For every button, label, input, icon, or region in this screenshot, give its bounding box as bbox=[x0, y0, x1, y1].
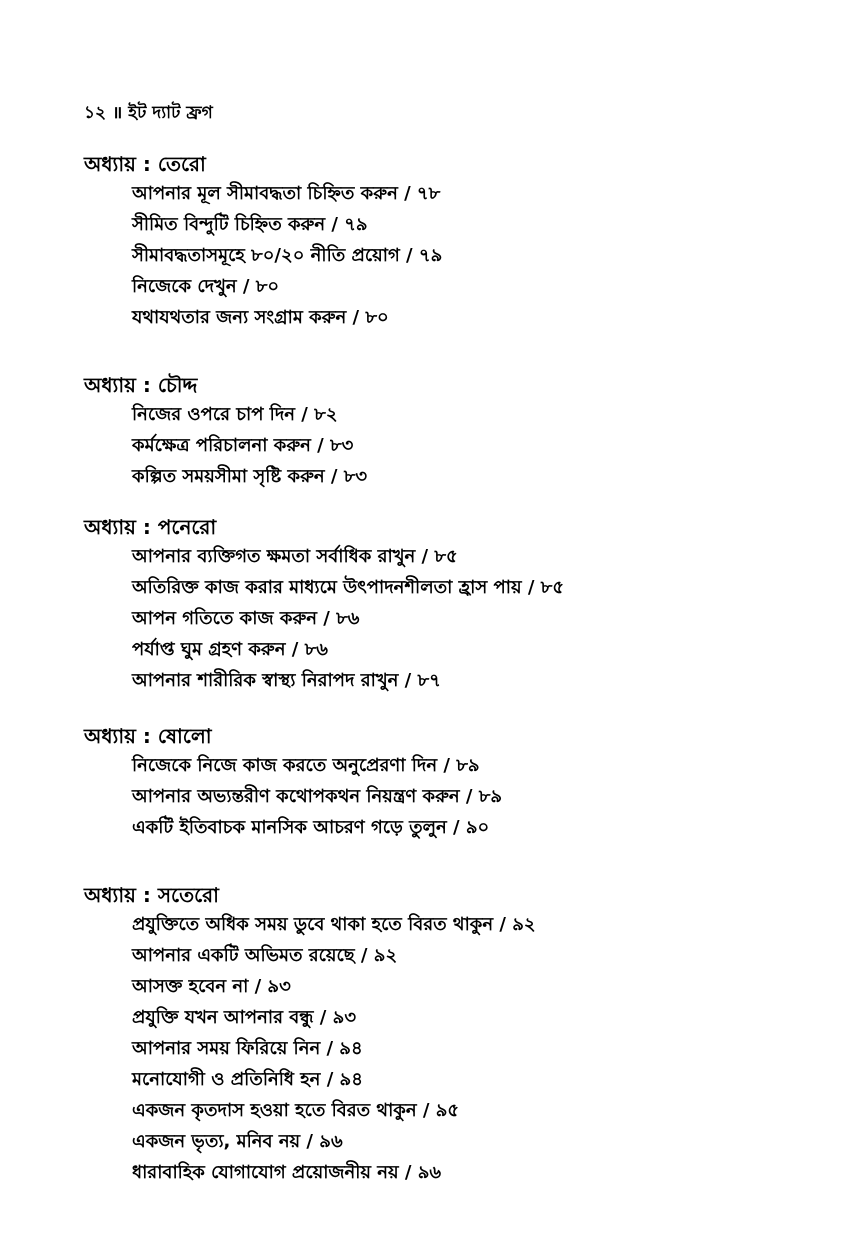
chapter-title: অধ্যায় : সতেরো bbox=[84, 883, 219, 907]
chapter-fifteen bbox=[84, 513, 844, 696]
chapter-seventeen bbox=[84, 881, 844, 1188]
toc-entry: একজন ভৃত্য, মনিব নয় / ৯৬ bbox=[132, 1131, 343, 1152]
toc-entry: নিজের ওপরে চাপ দিন / ৮২ bbox=[132, 404, 338, 425]
toc-entry: নিজেকে নিজে কাজ করতে অনুপ্রেরণা দিন / ৮৯ bbox=[132, 755, 480, 776]
chapter-title: অধ্যায় : তেরো bbox=[84, 152, 206, 176]
chapter-title: অধ্যায় : চৌদ্দ bbox=[84, 373, 198, 397]
chapter-entries bbox=[84, 750, 844, 843]
chapter-title: অধ্যায় : ষোলো bbox=[84, 724, 212, 748]
chapter-fourteen bbox=[84, 371, 844, 492]
toc-entry: সীমাবদ্ধতাসমূহে ৮০/২০ নীতি প্রয়োগ / ৭৯ bbox=[132, 245, 443, 266]
toc-entry: আপন গতিতে কাজ করুন / ৮৬ bbox=[132, 608, 360, 629]
toc-entry: আসক্ত হবেন না / ৯৩ bbox=[132, 976, 291, 997]
chapter-sixteen bbox=[84, 722, 844, 843]
chapter-thirteen bbox=[84, 150, 844, 333]
toc-entry: আপনার শারীরিক স্বাস্থ্য নিরাপদ রাখুন / ৮৭ bbox=[132, 670, 441, 691]
running-header bbox=[84, 100, 213, 128]
toc-entry: একজন কৃতদাস হওয়া হতে বিরত থাকুন / ৯৫ bbox=[132, 1100, 460, 1121]
toc-entry: প্রযুক্তিতে অধিক সময় ডুবে থাকা হতে বিরত থাকুন / ৯২ bbox=[132, 914, 536, 935]
toc-entry: অতিরিক্ত কাজ করার মাধ্যমে উৎপাদনশীলতা হ্রাস পায় / ৮৫ bbox=[132, 577, 565, 598]
book-title: ইট দ্যাট ফ্রগ bbox=[128, 103, 213, 123]
toc-entry: পর্যাপ্ত ঘুম গ্রহণ করুন / ৮৬ bbox=[132, 639, 328, 660]
toc-entry: সীমিত বিন্দুটি চিহ্নিত করুন / ৭৯ bbox=[132, 214, 368, 235]
toc-entry: নিজেকে দেখুন / ৮০ bbox=[132, 276, 280, 297]
toc-entry: আপনার সময় ফিরিয়ে নিন / ৯৪ bbox=[132, 1038, 363, 1059]
toc-entry: কল্পিত সময়সীমা সৃষ্টি করুন / ৮৩ bbox=[132, 466, 368, 487]
toc-entry: কর্মক্ষেত্র পরিচালনা করুন / ৮৩ bbox=[132, 435, 354, 456]
chapter-entries bbox=[84, 399, 844, 492]
toc-entry: মনোযোগী ও প্রতিনিধি হন / ৯৪ bbox=[132, 1069, 363, 1090]
toc-entry: যথাযথতার জন্য সংগ্রাম করুন / ৮০ bbox=[132, 307, 389, 328]
page-number: ১২ bbox=[84, 103, 107, 123]
toc-entry: আপনার মূল সীমাবদ্ধতা চিহ্নিত করুন / ৭৮ bbox=[132, 183, 441, 204]
toc-entry: আপনার অভ্যন্তরীণ কথোপকথন নিয়ন্ত্রণ করুন / ৮৯ bbox=[132, 786, 503, 807]
toc-entry: প্রযুক্তি যখন আপনার বন্ধু / ৯৩ bbox=[132, 1007, 357, 1028]
chapter-entries bbox=[84, 541, 844, 696]
header-separator: ॥ bbox=[112, 103, 123, 123]
toc-entry: আপনার ব্যক্তিগত ক্ষমতা সর্বাধিক রাখুন / ৮৫ bbox=[132, 546, 458, 567]
toc-entry: ধারাবাহিক যোগাযোগ প্রয়োজনীয় নয় / ৯৬ bbox=[132, 1162, 442, 1183]
chapter-entries bbox=[84, 178, 844, 333]
chapter-entries bbox=[84, 909, 844, 1188]
toc-entry: আপনার একটি অভিমত রয়েছে / ৯২ bbox=[132, 945, 398, 966]
toc-entry: একটি ইতিবাচক মানসিক আচরণ গড়ে তুলুন / ৯০ bbox=[132, 817, 490, 838]
chapter-title: অধ্যায় : পনেরো bbox=[84, 515, 217, 539]
